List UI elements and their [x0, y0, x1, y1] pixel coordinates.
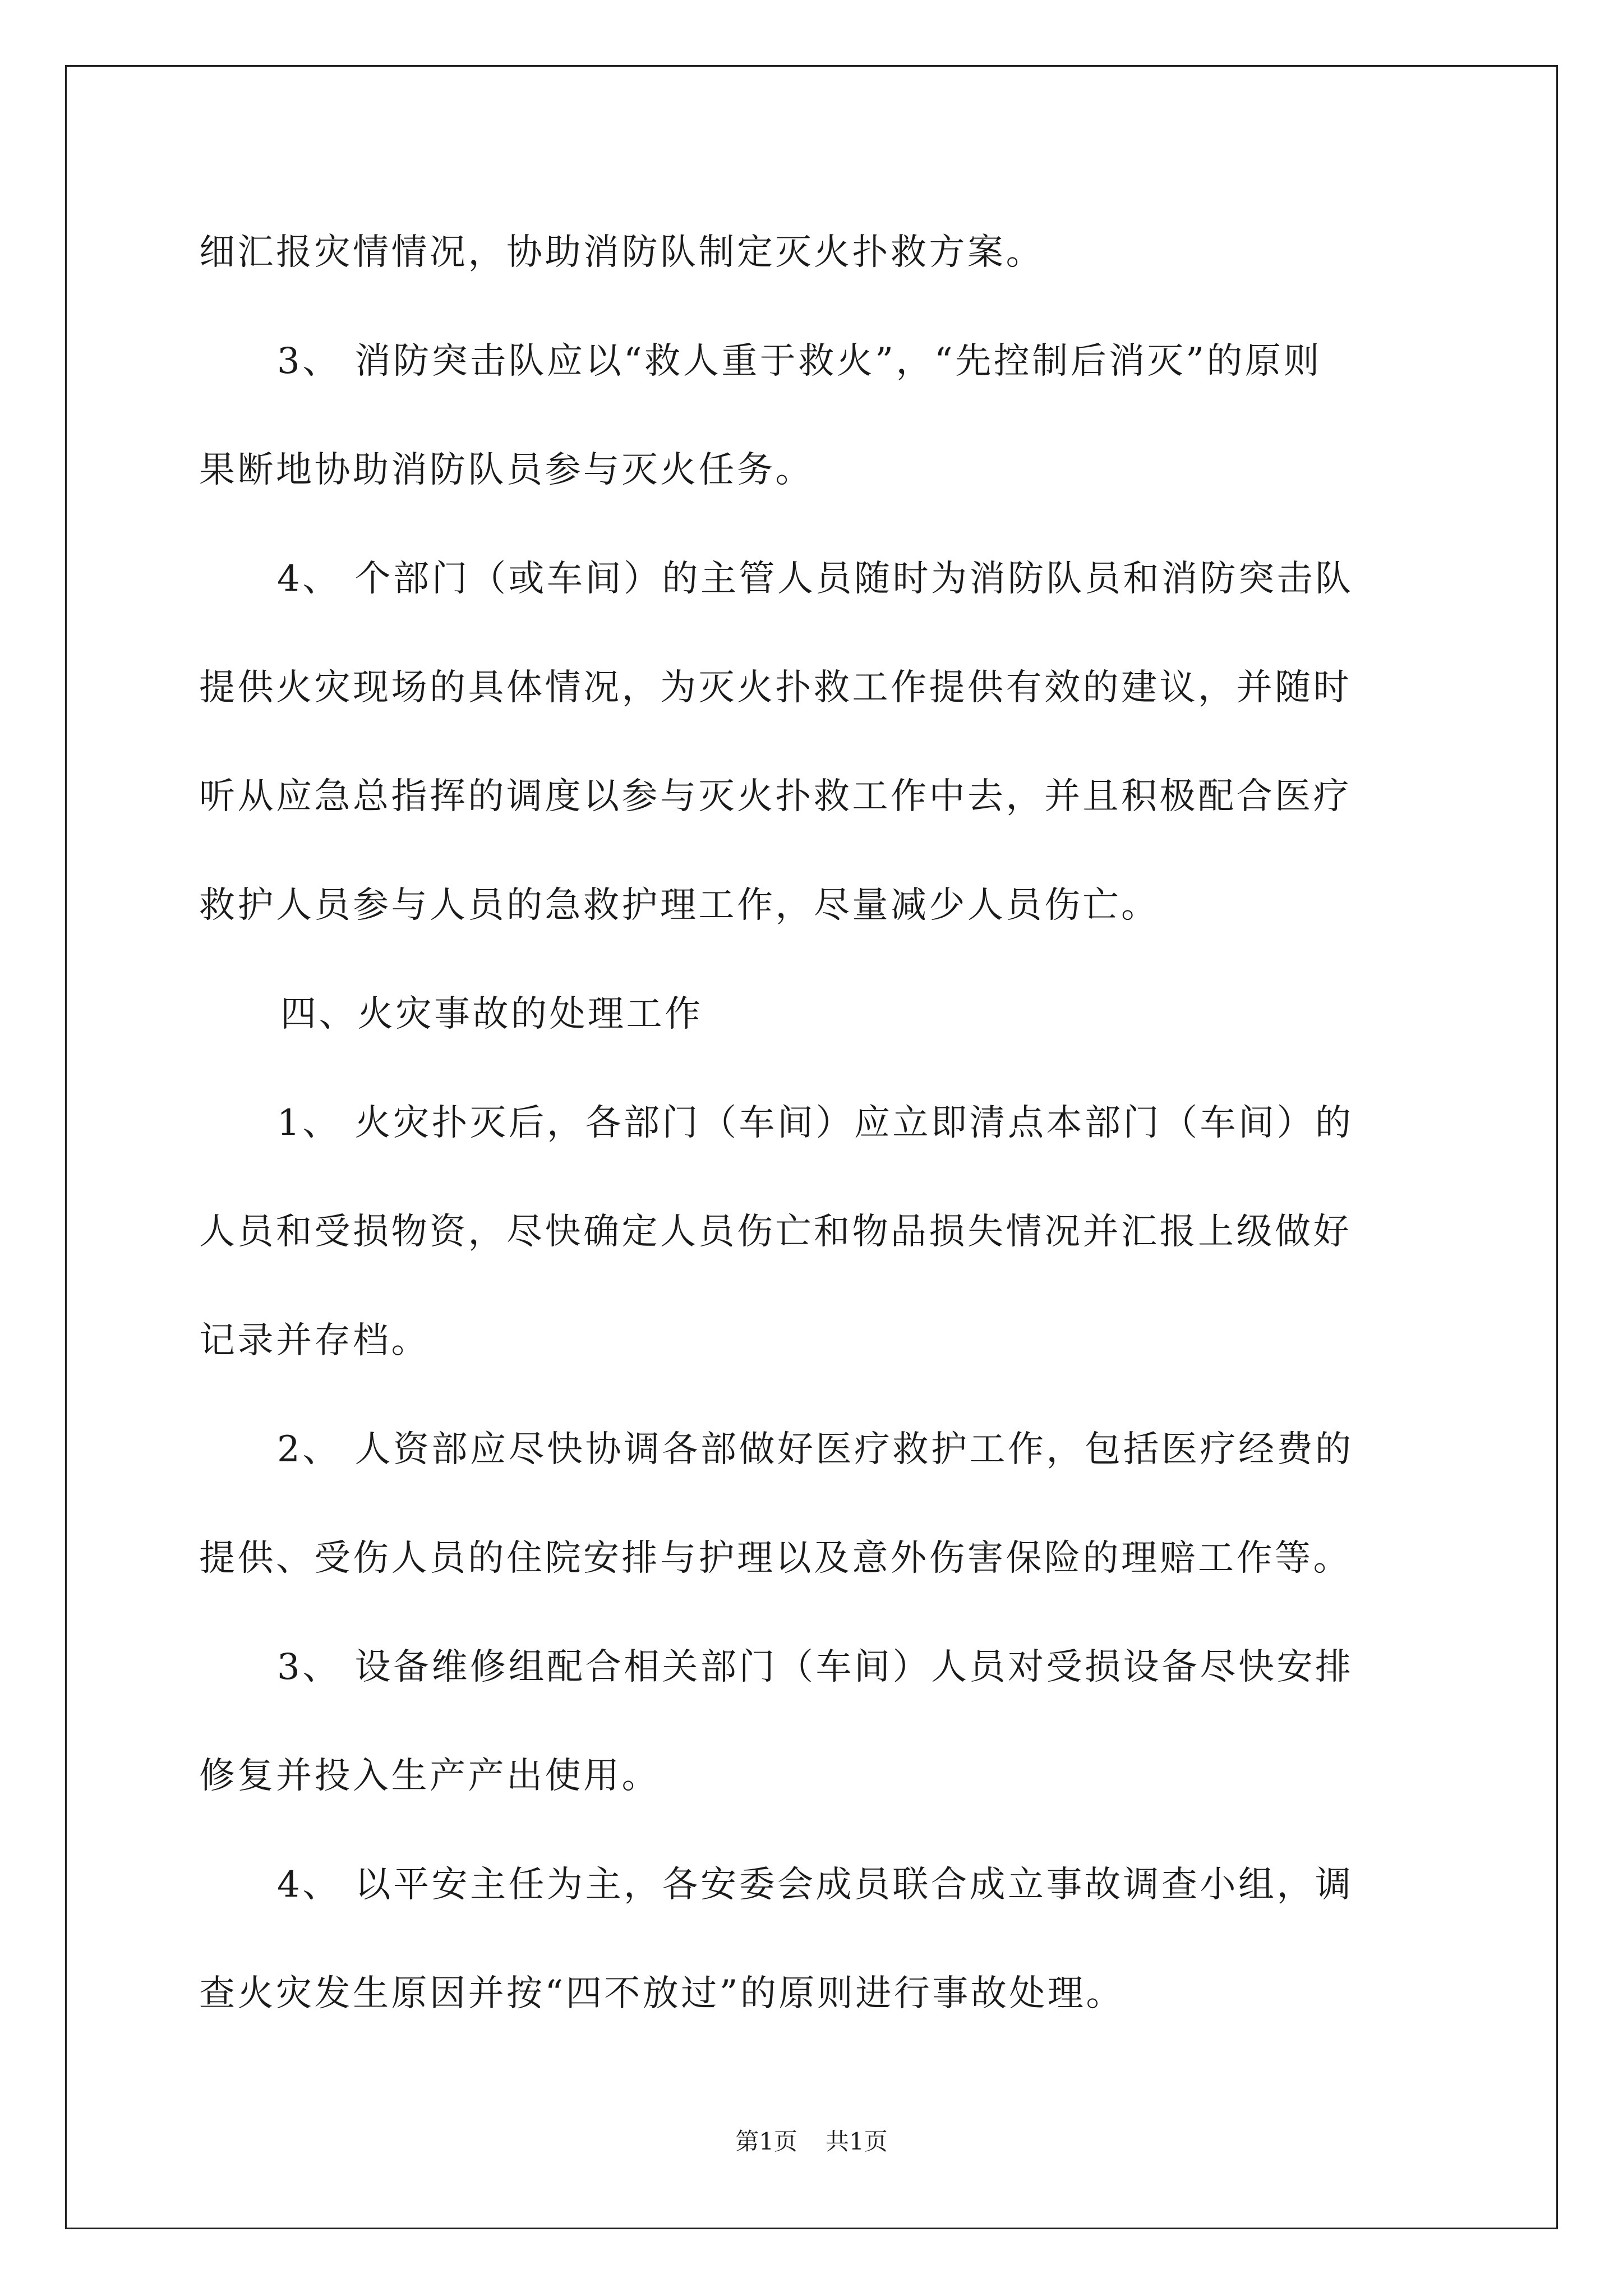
page-total: 共1页 — [826, 2128, 888, 2155]
text-line: 人员和受损物资，尽快确定人员伤亡和物品损失情况并汇报上级做好 — [199, 1211, 1352, 1253]
text-line: 2、 人资部应尽快协调各部做好医疗救护工作，包括医疗经费的 — [277, 1429, 1354, 1470]
text-line: 4、 个部门（或车间）的主管人员随时为消防队员和消防突击队 — [277, 558, 1354, 600]
text-line: 记录并存档。 — [199, 1320, 430, 1361]
text-line: 3、 消防突击队应以“救人重于救火”，“先控制后消灭”的原则 — [277, 341, 1322, 382]
text-line: 细汇报灾情情况，协助消防队制定灭火扑救方案。 — [199, 232, 1044, 273]
page-number: 第1页 — [735, 2128, 797, 2155]
text-line: 听从应急总指挥的调度以参与灭火扑救工作中去，并且积极配合医疗 — [199, 776, 1352, 817]
text-line: 查火灾发生原因并按“四不放过”的原则进行事故处理。 — [199, 1973, 1124, 2014]
text-line: 果断地协助消防队员参与灭火任务。 — [199, 449, 814, 491]
text-line: 修复并投入生产产出使用。 — [199, 1755, 660, 1797]
page-footer — [0, 2123, 1623, 2157]
text-line: 提供火灾现场的具体情况，为灭火扑救工作提供有效的建议，并随时 — [199, 667, 1352, 708]
text-line: 3、 设备维修组配合相关部门（车间）人员对受损设备尽快安排 — [277, 1646, 1354, 1688]
text-line: 1、 火灾扑灭后，各部门（车间）应立即清点本部门（车间）的 — [277, 1102, 1354, 1144]
text-line: 救护人员参与人员的急救护理工作，尽量减少人员伤亡。 — [199, 885, 1160, 926]
section-heading: 四、火灾事故的处理工作 — [280, 993, 703, 1035]
text-line: 提供、受伤人员的住院安排与护理以及意外伤害保险的理赔工作等。 — [199, 1538, 1352, 1579]
text-line: 4、 以平安主任为主，各安委会成员联合成立事故调查小组，调 — [277, 1864, 1354, 1906]
